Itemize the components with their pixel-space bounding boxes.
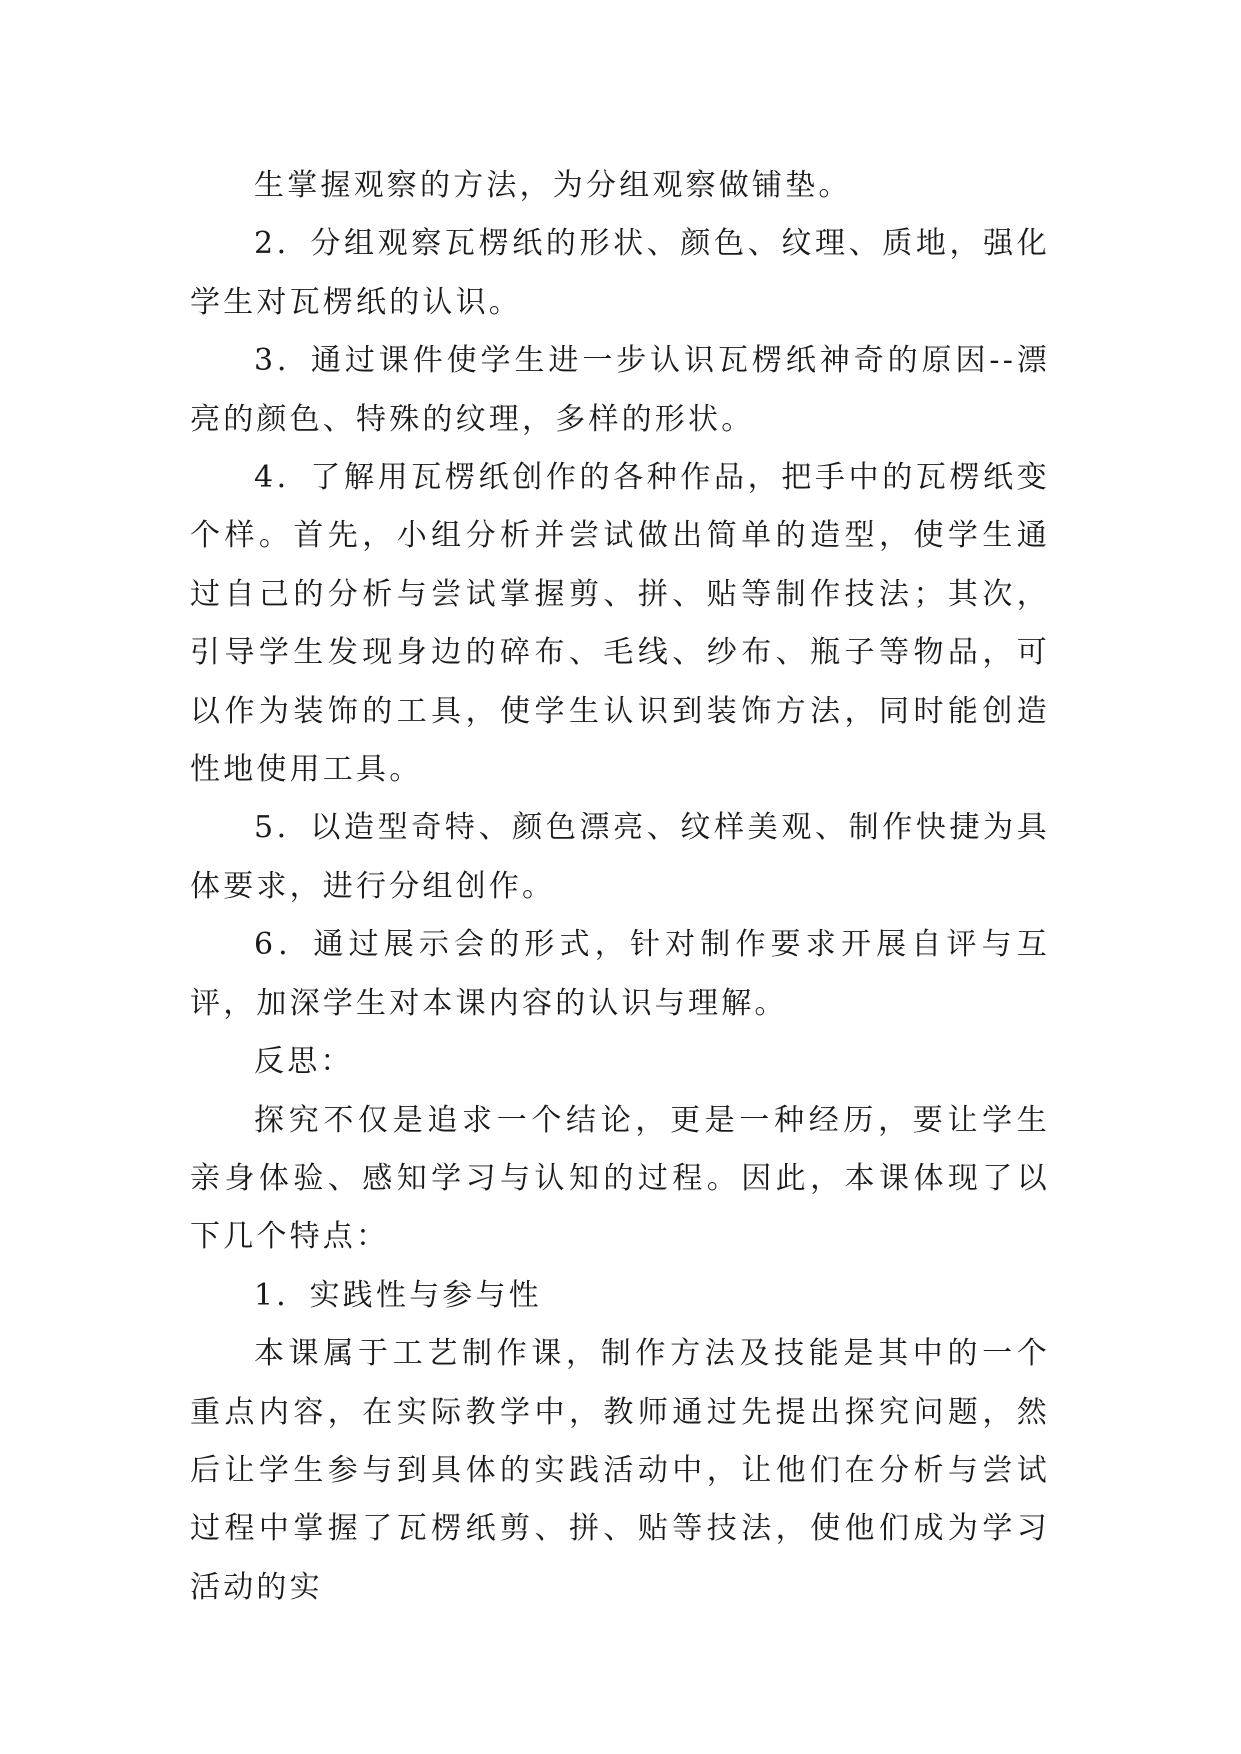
paragraph-step-4: 4．了解用瓦楞纸创作的各种作品，把手中的瓦楞纸变个样。首先，小组分析并尝试做出简单的造型，使学生通过自己的分析与尝试掌握剪、拼、贴等制作技法；其次，引导学生发现身边的碎布、毛线、纱布、瓶子等物品，可以作为装饰的工具，使学生认识到装饰方法，同时能创造性地使用工具。 [190,460,1050,788]
document-body [190,157,1050,1617]
feature-body-1: 本课属于工艺制作课，制作方法及技能是其中的一个重点内容，在实际教学中，教师通过先提出探究问题，然后让学生参与到具体的实践活动中，让他们在分析与尝试过程中掌握了瓦楞纸剪、拼、贴等技法，使他们成为学习活动的实 [190,1336,1050,1605]
feature-heading-1: 1．实践性与参与性 [254,1277,542,1313]
paragraph-continuation: 生掌握观察的方法，为分组观察做铺垫。 [254,168,852,203]
paragraph-step-5: 5．以造型奇特、颜色漂亮、纹样美观、制作快捷为具体要求，进行分组创作。 [190,810,1050,904]
reflection-intro: 探究不仅是追求一个结论，更是一种经历，要让学生亲身体验、感知学习与认知的过程。因此，本课体现了以下几个特点： [190,1102,1050,1255]
reflection-heading: 反思： [254,1044,354,1080]
paragraph-step-3: 3．通过课件使学生进一步认识瓦楞纸神奇的原因--漂亮的颜色、特殊的纹理，多样的形状。 [190,343,1050,437]
paragraph-step-2: 2．分组观察瓦楞纸的形状、颜色、纹理、质地，强化学生对瓦楞纸的认识。 [190,226,1050,320]
paragraph-step-6: 6．通过展示会的形式，针对制作要求开展自评与互评，加深学生对本课内容的认识与理解。 [190,927,1050,1021]
